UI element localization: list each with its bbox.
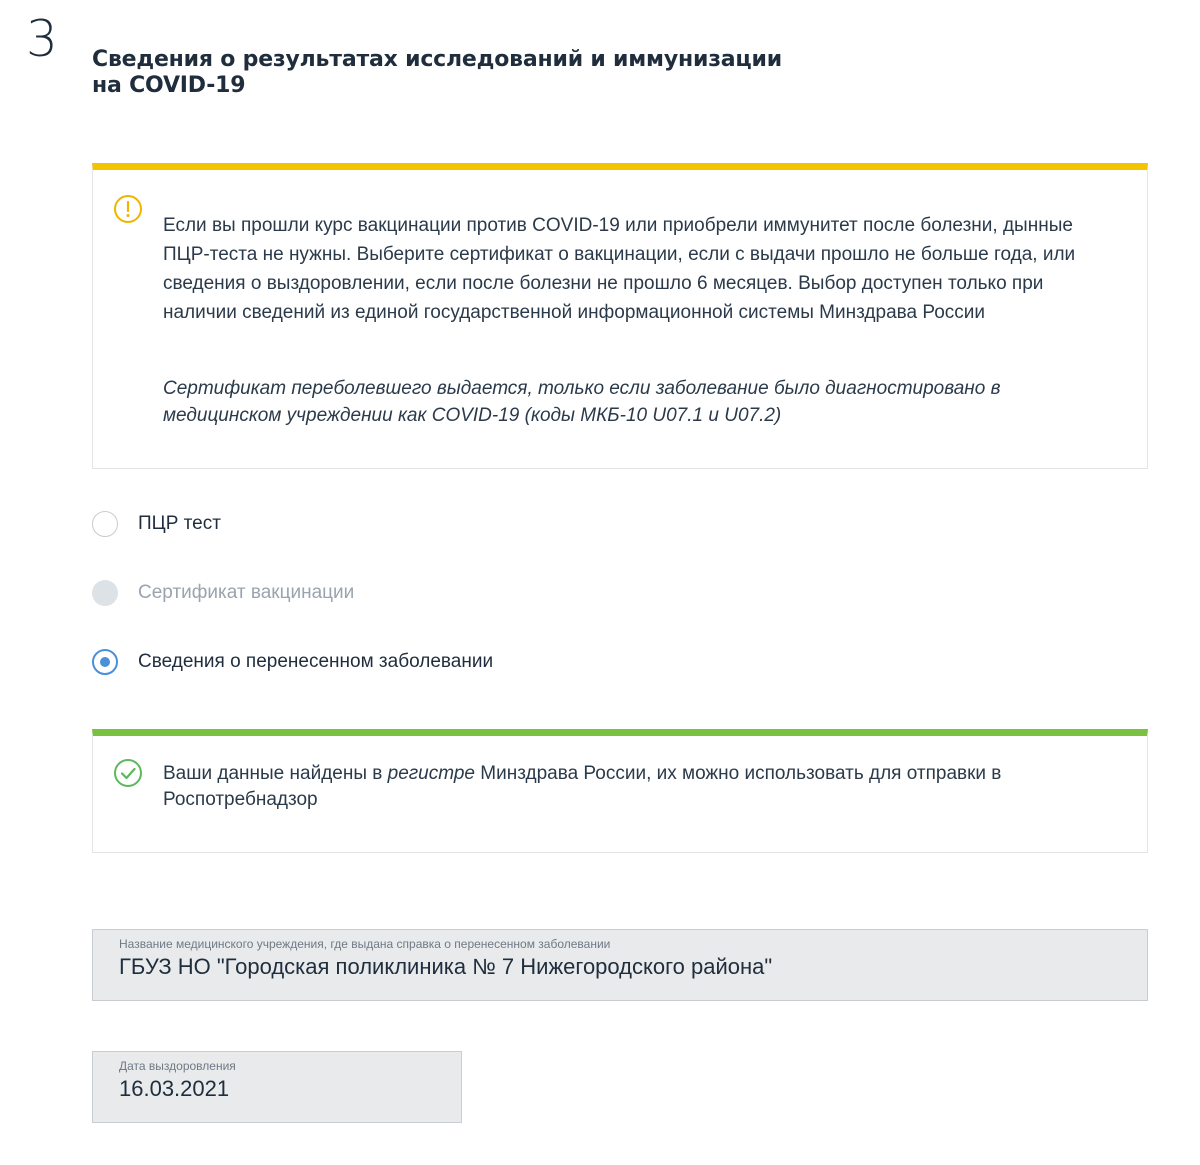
warning-note: Сертификат переболевшего выдается, только если заболевание было диагностировано в медицинском учреждении как COVID-19 (коды МКБ-10 U07.1 и U07.2) xyxy=(163,378,1001,426)
radio-option-pcr-test[interactable] xyxy=(92,510,221,538)
step-number: 3 xyxy=(26,10,58,68)
recovery-date-value: 16.03.2021 xyxy=(119,1076,230,1101)
clinic-field[interactable] xyxy=(92,929,1148,1001)
success-text xyxy=(163,761,1117,813)
radio-label-pcr-test: ПЦР тест xyxy=(138,513,221,534)
radio-button-vaccination-certificate xyxy=(92,580,118,606)
radio-label-vaccination-certificate: Сертификат вакцинации xyxy=(138,582,355,603)
warning-alert xyxy=(92,163,1148,469)
exclamation-circle-icon xyxy=(113,194,143,224)
clinic-field-label: Название медицинского учреждения, где выдана справка о перенесенном заболевании xyxy=(119,937,611,951)
radio-option-past-illness[interactable] xyxy=(92,648,493,676)
radio-button-past-illness[interactable] xyxy=(92,649,118,675)
radio-label-past-illness: Сведения о перенесенном заболевании xyxy=(138,651,494,672)
radio-button-pcr-test[interactable] xyxy=(92,511,118,537)
success-text-after: Минздрава России, их можно использовать для отправки в Роспотребнадзор xyxy=(163,763,1002,810)
success-alert xyxy=(92,729,1148,853)
success-text-italic: регистре xyxy=(387,763,475,784)
check-circle-icon xyxy=(113,758,143,788)
recovery-date-field[interactable] xyxy=(92,1051,462,1123)
success-text-before: Ваши данные найдены в xyxy=(163,763,388,784)
recovery-date-label: Дата выздоровления xyxy=(119,1059,236,1073)
radio-option-vaccination-certificate xyxy=(92,579,354,607)
section-title: Сведения о результатах исследований и иммунизации на COVID-19 xyxy=(92,47,782,98)
clinic-field-value: ГБУЗ НО "Городская поликлиника № 7 Нижегородского района" xyxy=(119,954,773,979)
warning-text: Если вы прошли курс вакцинации против COVID-19 или приобрели иммунитет после болезни, дынные ПЦР-теста не нужны. Выберите сертификат о вакцинации, если с выдачи прошло не больше года, или сведения о выздоровлении, если после болезни не прошло 6 месяцев. Выбор доступен только при наличии сведений из единой государственной информационной системы Минздрава России xyxy=(163,215,1076,323)
